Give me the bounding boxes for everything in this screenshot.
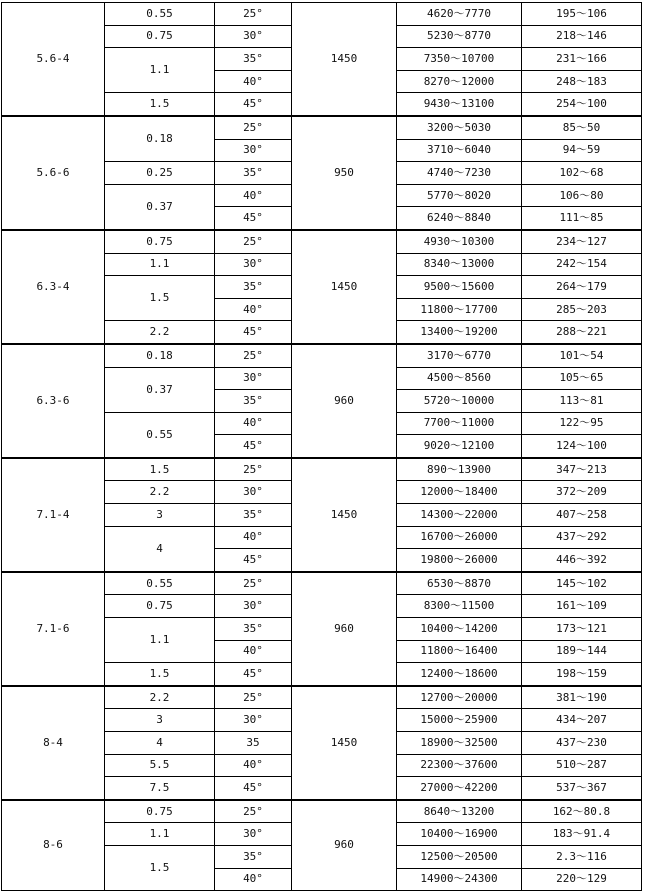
- blade-angle-cell: 30°: [215, 367, 292, 390]
- pressure-cell: 434～207: [522, 709, 642, 732]
- power-cell: 1.1: [105, 823, 215, 846]
- table-row: [2, 572, 642, 595]
- pressure-cell: 183～91.4: [522, 823, 642, 846]
- airflow-cell: 5720～10000: [397, 390, 522, 413]
- table-row: [2, 800, 642, 823]
- blade-angle-cell: 30°: [215, 139, 292, 162]
- model-cell: 5.6-6: [2, 116, 105, 230]
- speed-cell: 1450: [292, 686, 397, 800]
- blade-angle-cell: 25°: [215, 344, 292, 367]
- pressure-cell: 162～80.8: [522, 800, 642, 823]
- airflow-cell: 11800～17700: [397, 298, 522, 321]
- pressure-cell: 347～213: [522, 458, 642, 481]
- blade-angle-cell: 30°: [215, 25, 292, 48]
- pressure-cell: 220～129: [522, 868, 642, 891]
- power-cell: 2.2: [105, 321, 215, 344]
- speed-cell: 950: [292, 116, 397, 230]
- power-cell: 2.2: [105, 481, 215, 504]
- power-cell: 0.75: [105, 800, 215, 823]
- airflow-cell: 4930～10300: [397, 230, 522, 253]
- pressure-cell: 437～292: [522, 526, 642, 549]
- speed-cell: 960: [292, 800, 397, 891]
- power-cell: 1.5: [105, 458, 215, 481]
- pressure-cell: 288～221: [522, 321, 642, 344]
- power-cell: 7.5: [105, 777, 215, 800]
- power-cell: 3: [105, 709, 215, 732]
- power-cell: 0.37: [105, 367, 215, 412]
- airflow-cell: 13400～19200: [397, 321, 522, 344]
- power-cell: 0.18: [105, 116, 215, 162]
- speed-cell: 960: [292, 344, 397, 458]
- pressure-cell: 537～367: [522, 777, 642, 800]
- pressure-cell: 189～144: [522, 640, 642, 663]
- pressure-cell: 102～68: [522, 162, 642, 185]
- pressure-cell: 234～127: [522, 230, 642, 253]
- airflow-cell: 9430～13100: [397, 93, 522, 116]
- blade-angle-cell: 40°: [215, 70, 292, 93]
- blade-angle-cell: 45°: [215, 663, 292, 686]
- power-cell: 1.1: [105, 618, 215, 663]
- model-cell: 8-4: [2, 686, 105, 800]
- airflow-cell: 19800～26000: [397, 549, 522, 572]
- blade-angle-cell: 25°: [215, 3, 292, 26]
- pressure-cell: 198～159: [522, 663, 642, 686]
- blade-angle-cell: 25°: [215, 458, 292, 481]
- power-cell: 1.5: [105, 276, 215, 321]
- pressure-cell: 122～95: [522, 412, 642, 435]
- airflow-cell: 16700～26000: [397, 526, 522, 549]
- blade-angle-cell: 40°: [215, 298, 292, 321]
- pressure-cell: 510～287: [522, 754, 642, 777]
- airflow-cell: 6240～8840: [397, 207, 522, 230]
- pressure-cell: 254～100: [522, 93, 642, 116]
- airflow-cell: 11800～16400: [397, 640, 522, 663]
- pressure-cell: 437～230: [522, 732, 642, 755]
- speed-cell: 1450: [292, 230, 397, 344]
- pressure-cell: 248～183: [522, 70, 642, 93]
- airflow-cell: 8640～13200: [397, 800, 522, 823]
- airflow-cell: 9500～15600: [397, 276, 522, 299]
- pressure-cell: 101～54: [522, 344, 642, 367]
- pressure-cell: 113～81: [522, 390, 642, 413]
- table-row: [2, 116, 642, 139]
- power-cell: 2.2: [105, 686, 215, 709]
- blade-angle-cell: 35°: [215, 276, 292, 299]
- power-cell: 1.5: [105, 93, 215, 116]
- pressure-cell: 145～102: [522, 572, 642, 595]
- blade-angle-cell: 25°: [215, 230, 292, 253]
- blade-angle-cell: 45°: [215, 93, 292, 116]
- power-cell: 4: [105, 732, 215, 755]
- pressure-cell: 218～146: [522, 25, 642, 48]
- pressure-cell: 111～85: [522, 207, 642, 230]
- blade-angle-cell: 40°: [215, 868, 292, 891]
- airflow-cell: 10400～14200: [397, 618, 522, 641]
- airflow-cell: 4620～7770: [397, 3, 522, 26]
- speed-cell: 960: [292, 572, 397, 686]
- blade-angle-cell: 30°: [215, 253, 292, 276]
- blade-angle-cell: 45°: [215, 549, 292, 572]
- pressure-cell: 161～109: [522, 595, 642, 618]
- airflow-cell: 4740～7230: [397, 162, 522, 185]
- table-row: [2, 344, 642, 367]
- blade-angle-cell: 40°: [215, 184, 292, 207]
- table-row: [2, 230, 642, 253]
- pressure-cell: 446～392: [522, 549, 642, 572]
- model-cell: 5.6-4: [2, 3, 105, 116]
- power-cell: 1.5: [105, 663, 215, 686]
- airflow-cell: 3710～6040: [397, 139, 522, 162]
- power-cell: 0.55: [105, 572, 215, 595]
- pressure-cell: 124～100: [522, 435, 642, 458]
- blade-angle-cell: 45°: [215, 777, 292, 800]
- table-body: [2, 3, 642, 891]
- pressure-cell: 231～166: [522, 48, 642, 71]
- blade-angle-cell: 35: [215, 732, 292, 755]
- pressure-cell: 94～59: [522, 139, 642, 162]
- airflow-cell: 27000～42200: [397, 777, 522, 800]
- pressure-cell: 106～80: [522, 184, 642, 207]
- power-cell: 0.37: [105, 184, 215, 230]
- pressure-cell: 105～65: [522, 367, 642, 390]
- airflow-cell: 9020～12100: [397, 435, 522, 458]
- blade-angle-cell: 40°: [215, 526, 292, 549]
- blade-angle-cell: 40°: [215, 754, 292, 777]
- pressure-cell: 195～106: [522, 3, 642, 26]
- pressure-cell: 264～179: [522, 276, 642, 299]
- pressure-cell: 381～190: [522, 686, 642, 709]
- blade-angle-cell: 35°: [215, 845, 292, 868]
- blade-angle-cell: 30°: [215, 823, 292, 846]
- airflow-cell: 7350～10700: [397, 48, 522, 71]
- airflow-cell: 12000～18400: [397, 481, 522, 504]
- airflow-cell: 3200～5030: [397, 116, 522, 139]
- airflow-cell: 8340～13000: [397, 253, 522, 276]
- table-row: [2, 3, 642, 26]
- airflow-cell: 4500～8560: [397, 367, 522, 390]
- power-cell: 4: [105, 526, 215, 572]
- blade-angle-cell: 30°: [215, 709, 292, 732]
- model-cell: 7.1-4: [2, 458, 105, 572]
- blade-angle-cell: 45°: [215, 321, 292, 344]
- blade-angle-cell: 25°: [215, 686, 292, 709]
- blade-angle-cell: 35°: [215, 618, 292, 641]
- pressure-cell: 407～258: [522, 504, 642, 527]
- pressure-cell: 85～50: [522, 116, 642, 139]
- fan-performance-table: [1, 2, 642, 891]
- airflow-cell: 22300～37600: [397, 754, 522, 777]
- pressure-cell: 242～154: [522, 253, 642, 276]
- airflow-cell: 5230～8770: [397, 25, 522, 48]
- airflow-cell: 7700～11000: [397, 412, 522, 435]
- pressure-cell: 285～203: [522, 298, 642, 321]
- airflow-cell: 10400～16900: [397, 823, 522, 846]
- power-cell: 0.55: [105, 3, 215, 26]
- airflow-cell: 12700～20000: [397, 686, 522, 709]
- airflow-cell: 3170～6770: [397, 344, 522, 367]
- blade-angle-cell: 35°: [215, 390, 292, 413]
- table-row: [2, 458, 642, 481]
- pressure-cell: 173～121: [522, 618, 642, 641]
- model-cell: 7.1-6: [2, 572, 105, 686]
- blade-angle-cell: 25°: [215, 800, 292, 823]
- airflow-cell: 8270～12000: [397, 70, 522, 93]
- airflow-cell: 14900～24300: [397, 868, 522, 891]
- airflow-cell: 12500～20500: [397, 845, 522, 868]
- airflow-cell: 15000～25900: [397, 709, 522, 732]
- power-cell: 0.25: [105, 162, 215, 185]
- model-cell: 6.3-4: [2, 230, 105, 344]
- speed-cell: 1450: [292, 458, 397, 572]
- airflow-cell: 5770～8020: [397, 184, 522, 207]
- model-cell: 6.3-6: [2, 344, 105, 458]
- power-cell: 0.18: [105, 344, 215, 367]
- airflow-cell: 14300～22000: [397, 504, 522, 527]
- power-cell: 1.5: [105, 845, 215, 890]
- power-cell: 3: [105, 504, 215, 527]
- blade-angle-cell: 30°: [215, 595, 292, 618]
- blade-angle-cell: 25°: [215, 572, 292, 595]
- power-cell: 0.75: [105, 25, 215, 48]
- blade-angle-cell: 30°: [215, 481, 292, 504]
- blade-angle-cell: 40°: [215, 412, 292, 435]
- model-cell: 8-6: [2, 800, 105, 891]
- power-cell: 1.1: [105, 253, 215, 276]
- blade-angle-cell: 35°: [215, 504, 292, 527]
- power-cell: 0.75: [105, 230, 215, 253]
- power-cell: 1.1: [105, 48, 215, 93]
- blade-angle-cell: 45°: [215, 207, 292, 230]
- airflow-cell: 6530～8870: [397, 572, 522, 595]
- table-row: [2, 686, 642, 709]
- blade-angle-cell: 25°: [215, 116, 292, 139]
- blade-angle-cell: 35°: [215, 48, 292, 71]
- airflow-cell: 890～13900: [397, 458, 522, 481]
- blade-angle-cell: 40°: [215, 640, 292, 663]
- power-cell: 0.75: [105, 595, 215, 618]
- blade-angle-cell: 35°: [215, 162, 292, 185]
- airflow-cell: 12400～18600: [397, 663, 522, 686]
- pressure-cell: 2.3～116: [522, 845, 642, 868]
- airflow-cell: 8300～11500: [397, 595, 522, 618]
- airflow-cell: 18900～32500: [397, 732, 522, 755]
- blade-angle-cell: 45°: [215, 435, 292, 458]
- power-cell: 5.5: [105, 754, 215, 777]
- pressure-cell: 372～209: [522, 481, 642, 504]
- power-cell: 0.55: [105, 412, 215, 458]
- speed-cell: 1450: [292, 3, 397, 116]
